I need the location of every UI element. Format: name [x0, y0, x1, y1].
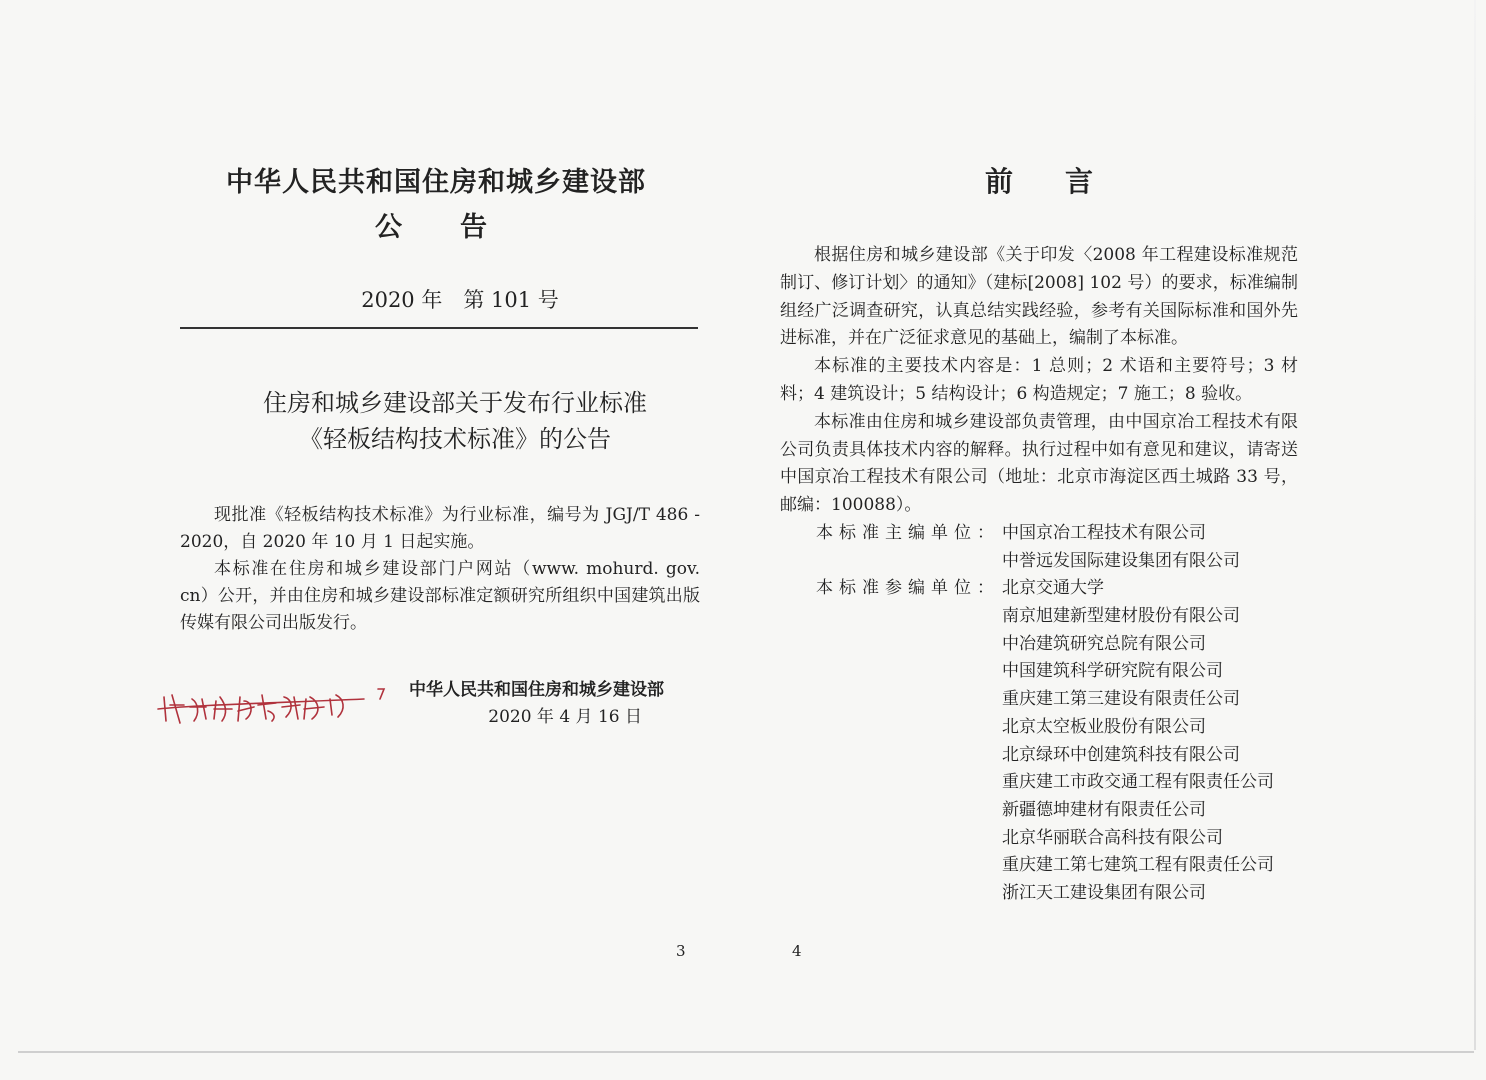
unit-item: 北京华丽联合高科技有限公司 [1002, 827, 1223, 848]
unit-item: 北京交通大学 [1002, 578, 1104, 599]
preface-title: 前言 [984, 165, 1145, 198]
announcement-title: 公告 [375, 212, 545, 243]
scan-right-edge [1474, 0, 1476, 1050]
handwritten-note-image [154, 683, 394, 727]
notice-paragraph-2: 本标准在住房和城乡建设部门户网站（www. mohurd. gov. cn）公开，并由住房和城乡建设部标准定额研究所组织中国建筑出版传媒有限公司出版发行。 [180, 559, 700, 633]
participant-units-row [780, 575, 1298, 907]
unit-item: 中冶建筑研究总院有限公司 [1002, 633, 1206, 654]
unit-item: 中誉远发国际建设集团有限公司 [1002, 550, 1240, 571]
notice-heading [210, 385, 700, 457]
preface-body [780, 242, 1298, 520]
signature-block [180, 675, 700, 735]
preface-paragraph-2: 本标准的主要技术内容是：1 总则；2 术语和主要符号；3 材料；4 建筑设计；5 结构设计；6 构造规定；7 施工；8 验收。 [780, 356, 1298, 404]
unit-item: 重庆建工第七建筑工程有限责任公司 [1002, 855, 1274, 876]
preface-paragraph-3: 本标准由住房和城乡建设部负责管理，由中国京冶工程技术有限公司负责具体技术内容的解释。执行过程中如有意见和建议，请寄送中国京冶工程技术有限公司（地址：北京市海淀区西土城路 33 号，邮编：100088）。 [780, 411, 1298, 516]
notice-heading-line1: 住房和城乡建设部关于发布行业标准 [263, 389, 647, 417]
participant-units-list [1002, 575, 1298, 907]
page-number-right: 4 [792, 942, 802, 960]
ministry-heading: 中华人民共和国住房和城乡建设部 [226, 167, 646, 198]
unit-item: 重庆建工第三建设有限责任公司 [1002, 689, 1240, 710]
preface-paragraph-1: 根据住房和城乡建设部《关于印发〈2008 年工程建设标准规范制订、修订计划〉的通知》（建标[2008] 102 号）的要求，标准编制组经广泛调查研究，认真总结实践经验，参考有关国际标准和国外先进标准，并在广泛征求意见的基础上，编制了本标准。 [780, 245, 1298, 349]
unit-item: 南京旭建新型建材股份有限公司 [1002, 606, 1240, 627]
unit-item: 新疆德坤建材有限责任公司 [1002, 800, 1206, 820]
unit-item: 北京太空板业股份有限公司 [1002, 716, 1206, 737]
page-number-left: 3 [676, 942, 686, 960]
chief-units-label: 本标准主编单位： [816, 522, 1000, 543]
signature-date: 2020 年 4 月 16 日 [488, 707, 642, 727]
chief-units-row [780, 520, 1298, 575]
unit-item: 浙江天工建设集团有限公司 [1002, 883, 1206, 904]
signature-organization: 中华人民共和国住房和城乡建设部 [409, 680, 664, 700]
participant-units-label: 本标准参编单位： [816, 578, 1000, 599]
unit-item: 中国京冶工程技术有限公司 [1002, 522, 1206, 543]
header-rule [180, 327, 698, 329]
notice-paragraph-1: 现批准《轻板结构技术标准》为行业标准，编号为 JGJ/T 486 - 2020，自 2020 年 10 月 1 日起实施。 [180, 505, 700, 552]
editing-units [780, 520, 1298, 908]
notice-heading-line2: 《轻板结构技术标准》的公告 [299, 425, 611, 453]
announcement-number: 2020 年 第 101 号 [361, 288, 559, 312]
unit-item: 重庆建工市政交通工程有限责任公司 [1002, 772, 1274, 793]
unit-item: 北京绿环中创建筑科技有限公司 [1002, 744, 1240, 765]
chief-units-list [1002, 520, 1298, 575]
left-page [180, 160, 700, 735]
scan-bottom-edge [18, 1051, 1474, 1053]
unit-item: 中国建筑科学研究院有限公司 [1002, 661, 1223, 682]
right-page [780, 160, 1298, 908]
